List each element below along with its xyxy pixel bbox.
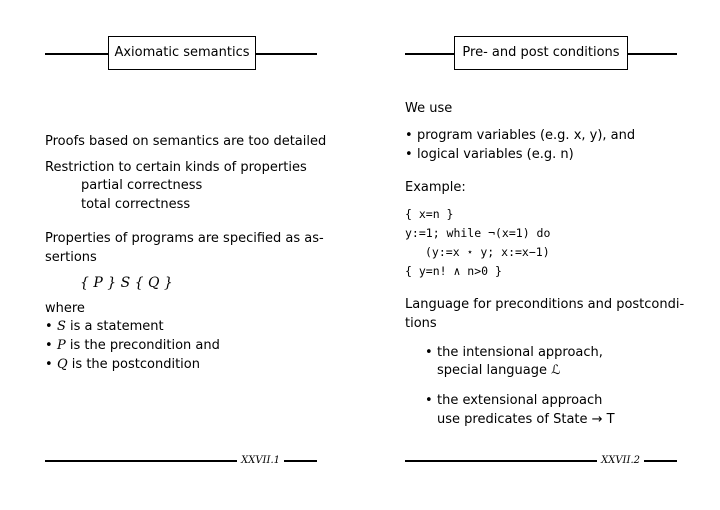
text-line: use predicates of State → T [437, 412, 615, 427]
list-item: • the intensional approach, [425, 345, 603, 360]
text-line: Language for preconditions and postcondi- [405, 297, 685, 312]
slide-footer [45, 453, 317, 469]
text-line: Proofs based on semantics are too detailed [45, 134, 327, 149]
page-label: XXVII.2 [597, 453, 644, 469]
slide-title: Axiomatic semantics [108, 36, 256, 70]
code-line: { x=n } [405, 207, 454, 221]
text-line: Properties of programs are specified as as- [45, 231, 324, 246]
bullet-icon: • [45, 357, 53, 372]
bullet-icon: • [405, 147, 413, 162]
slide-title-bar [405, 36, 677, 70]
bullet-icon: • [45, 338, 53, 353]
list-item: • program variables (e.g. x, y), and [405, 128, 636, 143]
hoare-triple: { P } S { Q } [80, 275, 173, 291]
slide-title: Pre- and post conditions [454, 36, 628, 70]
slide-axiomatic-semantics [45, 0, 335, 510]
bullet-icon: • [405, 128, 413, 143]
text-line: total correctness [81, 197, 191, 212]
text-line: We use [405, 101, 453, 116]
text-line: sertions [45, 250, 97, 265]
text-line: Example: [405, 180, 466, 195]
code-line: y:=1; while ¬(x=1) do [405, 226, 551, 240]
slide-footer [405, 453, 677, 469]
bullet-icon: • [425, 345, 433, 360]
text-line: tions [405, 316, 437, 331]
list-item: • the extensional approach [425, 393, 603, 408]
text-line: partial correctness [81, 178, 203, 193]
text-line: special language ℒ [437, 363, 561, 378]
text-line: where [45, 301, 85, 316]
bullet-icon: • [425, 393, 433, 408]
bullet-icon: • [45, 319, 53, 334]
slide-pre-post-conditions [405, 0, 695, 510]
text-line: Restriction to certain kinds of properties [45, 160, 307, 175]
code-line: { y=n! ∧ n>0 } [405, 264, 502, 278]
list-item: • logical variables (e.g. n) [405, 147, 574, 162]
page-label: XXVII.1 [237, 453, 284, 469]
list-item: • Q is the postcondition [45, 357, 200, 372]
slide-title-bar [45, 36, 317, 70]
code-line: (y:=x ⋆ y; x:=x−1) [425, 245, 550, 259]
list-item: • P is the precondition and [45, 338, 220, 353]
list-item: • S is a statement [45, 319, 164, 334]
